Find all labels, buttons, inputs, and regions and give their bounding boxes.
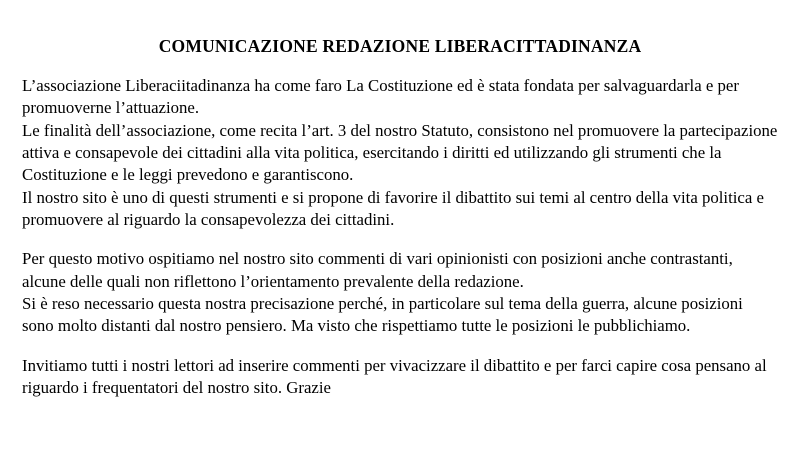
paragraph-4: Per questo motivo ospitiamo nel nostro sito commenti di vari opinionisti con posizioni anche contrastanti, alcune delle quali non riflettono l’orientamento prevalente della redazione. xyxy=(22,249,733,291)
document-title: COMUNICAZIONE REDAZIONE LIBERACITTADINANZA xyxy=(158,36,642,56)
paragraph-spacer-2 xyxy=(22,338,778,355)
paragraph-2: Le finalità dell’associazione, come recita l’art. 3 del nostro Statuto, consistono nel promuovere la partecipazione attiva e consapevole dei cittadini alla vita politica, esercitando i diritti ed utilizzando gli strumenti che la Costituzione e le leggi prevedono e garantiscono. xyxy=(22,120,778,185)
paragraph-5: Si è reso necessario questa nostra precisazione perché, in particolare sul tema della guerra, alcune posizioni sono molto distanti dal nostro pensiero. Ma visto che rispettiamo tutte le posizioni le pubblichiamo. xyxy=(22,293,743,336)
paragraph-6: Invitiamo tutti i nostri lettori ad inserire commenti per vivacizzare il dibattito e per farci capire cosa pensano al riguardo i frequentatori del nostro sito. Grazie xyxy=(22,355,767,397)
paragraph-3: Il nostro sito è uno di questi strumenti e si propone di favorire il dibattito sui temi al centro della vita politica e promuovere al riguardo la consapevolezza dei cittadini. xyxy=(22,187,764,229)
document-body xyxy=(22,75,778,399)
paragraph-1: L’associazione Liberaciitadinanza ha come faro La Costituzione ed è stata fondata per salvaguardarla e per promuoverne l’attuazione. xyxy=(22,76,739,118)
paragraph-spacer-1 xyxy=(22,231,778,248)
